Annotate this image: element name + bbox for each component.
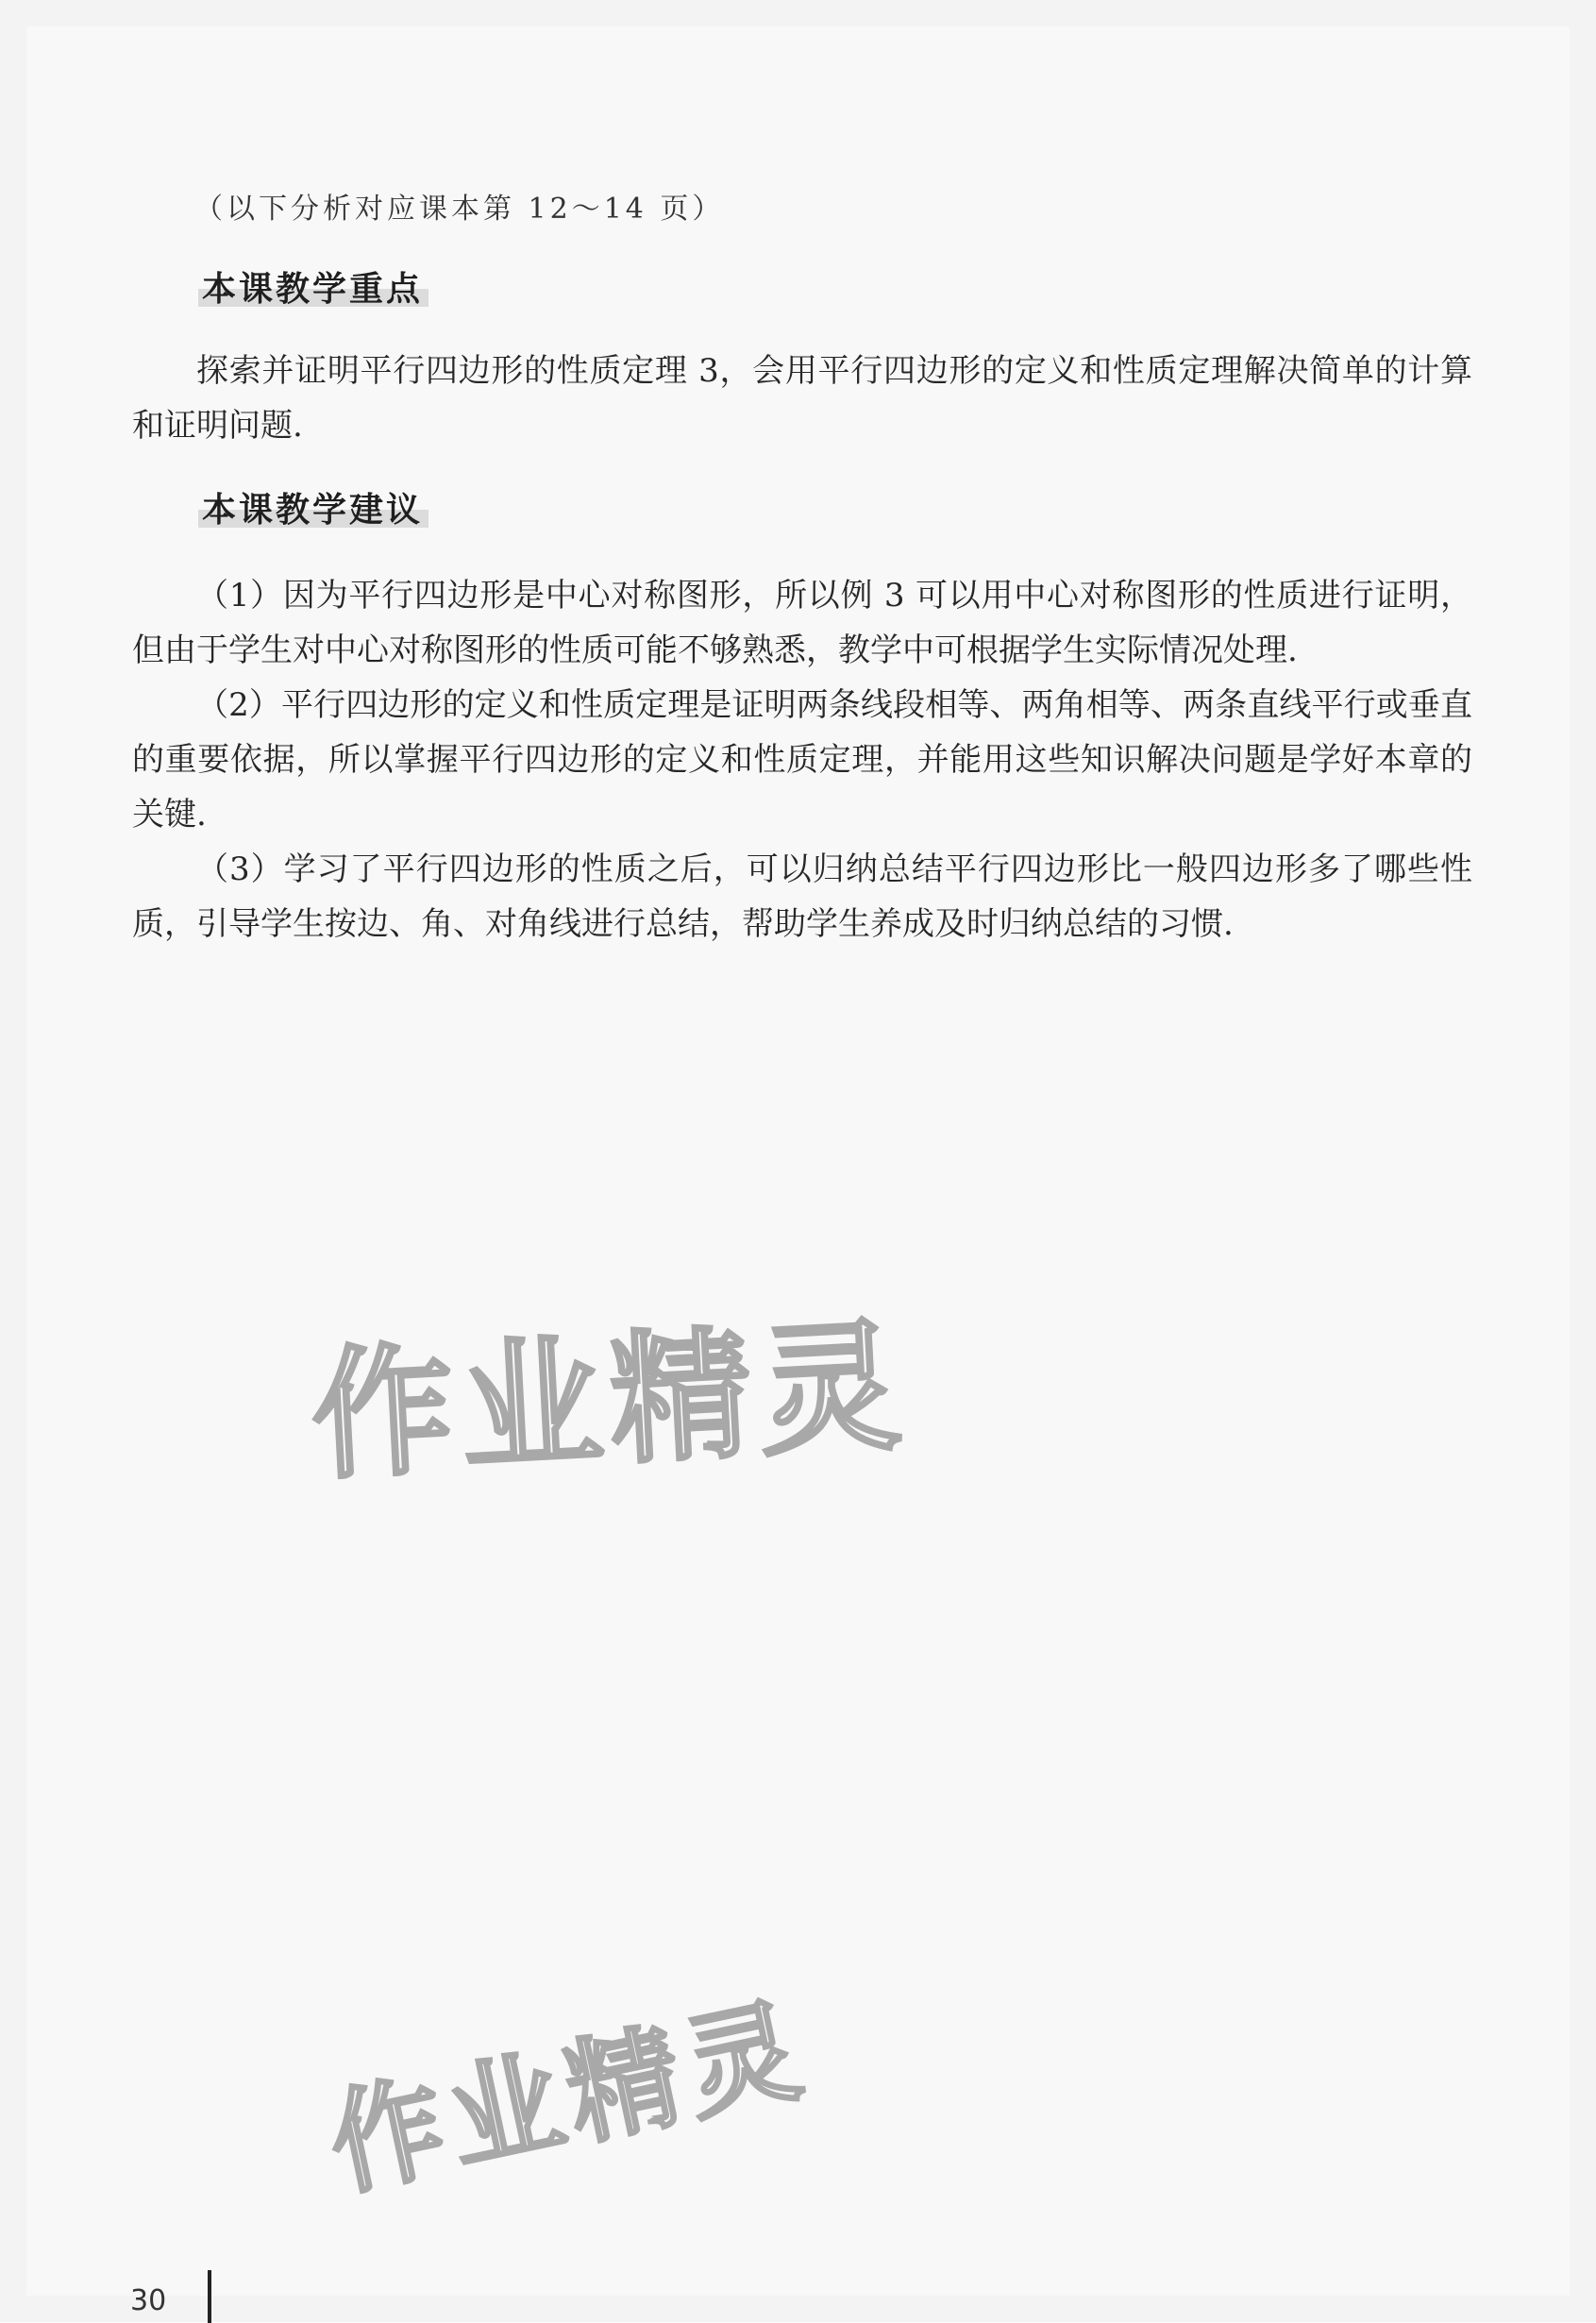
page-number: 30 [130,2284,167,2317]
suggestion-item-3: （3）学习了平行四边形的性质之后，可以归纳总结平行四边形比一般四边形多了哪些性质，引导学生按边、角、对角线进行总结，帮助学生养成及时归纳总结的习惯. [132,850,1472,943]
page-number-divider [208,2270,211,2323]
suggestion-item-2: （2）平行四边形的定义和性质定理是证明两条线段相等、两角相等、两条直线平行或垂直的重要依据，所以掌握平行四边形的定义和性质定理，并能用这些知识解决问题是学好本章的关键. [132,686,1472,833]
reference-note: （以下分析对应课本第 12～14 页） [194,193,725,226]
watermark-text: 作业精灵 [318,1983,819,2214]
suggestion-item-1: （1）因为平行四边形是中心对称图形，所以例 3 可以用中心对称图形的性质进行证明，但由于学生对中心对称图形的性质可能不够熟悉，教学中可根据学生实际情况处理. [132,577,1472,669]
section-heading-focus: 本课教学重点 [198,262,428,311]
section-heading-suggestions: 本课教学建议 [198,483,428,531]
watermark-text: 作业精灵 [308,1305,913,1500]
focus-paragraph: 探索并证明平行四边形的性质定理 3，会用平行四边形的定义和性质定理解决简单的计算和证明问题. [132,352,1472,445]
